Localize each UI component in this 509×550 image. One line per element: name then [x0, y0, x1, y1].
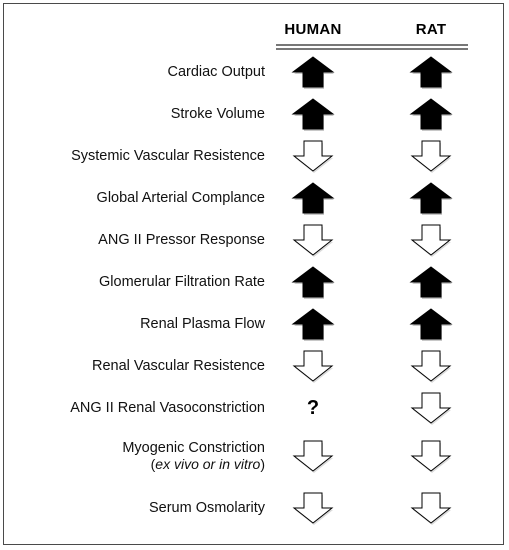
- filled-up-arrow-icon: [290, 55, 336, 89]
- row-label: [149, 490, 265, 526]
- row-label-text: Global Arterial Complance: [96, 190, 265, 206]
- filled-up-arrow-icon: [290, 265, 336, 299]
- outline-down-arrow-icon: [408, 391, 454, 425]
- row-label: [70, 390, 265, 426]
- row-label: [99, 264, 265, 300]
- filled-up-arrow-icon: [408, 181, 454, 215]
- comparison-row: [4, 222, 505, 258]
- comparison-row: [4, 180, 505, 216]
- row-label: [97, 180, 265, 216]
- row-label-text: Renal Vascular Resistence: [91, 358, 265, 374]
- outline-down-arrow-icon: [290, 349, 336, 383]
- outline-down-arrow-icon: [408, 139, 454, 173]
- row-label-text: ANG II Renal Vasoconstriction: [70, 400, 265, 416]
- filled-up-arrow-icon: [408, 307, 454, 341]
- rat-filled-up-arrow-icon: [408, 54, 454, 90]
- outline-down-arrow-icon: [408, 223, 454, 257]
- rat-filled-up-arrow-icon: [408, 264, 454, 300]
- row-label-text: Serum Osmolarity: [148, 500, 265, 516]
- human-filled-up-arrow-icon: [290, 180, 336, 216]
- filled-up-arrow-icon: [290, 307, 336, 341]
- question-mark: ?: [306, 396, 320, 419]
- row-label-text: Renal Plasma Flow: [140, 316, 265, 332]
- header-rule-top: [276, 44, 468, 46]
- comparison-row: [4, 490, 505, 526]
- human-outline-down-arrow-icon: [290, 222, 336, 258]
- comparison-row: [4, 54, 505, 90]
- rat-filled-up-arrow-icon: [408, 180, 454, 216]
- rat-outline-down-arrow-icon: [408, 490, 454, 526]
- comparison-row: [4, 390, 505, 426]
- row-label: [98, 222, 265, 258]
- row-sublabel: (ex vivo or in vitro): [150, 456, 265, 472]
- row-label: [92, 348, 265, 384]
- filled-up-arrow-icon: [408, 55, 454, 89]
- human-filled-up-arrow-icon: [290, 264, 336, 300]
- column-header-human: HUMAN: [284, 21, 342, 38]
- row-label: [122, 433, 265, 479]
- row-label-text: Glomerular Filtration Rate: [99, 274, 265, 290]
- rat-filled-up-arrow-icon: [408, 96, 454, 132]
- human-unknown-8: [290, 390, 336, 426]
- filled-up-arrow-icon: [290, 181, 336, 215]
- comparison-row: [4, 433, 505, 479]
- comparison-row: [4, 264, 505, 300]
- filled-up-arrow-icon: [408, 265, 454, 299]
- outline-down-arrow-icon: [408, 491, 454, 525]
- outline-down-arrow-icon: [290, 223, 336, 257]
- rat-outline-down-arrow-icon: [408, 138, 454, 174]
- row-label-text: Cardiac Output: [167, 64, 265, 80]
- human-outline-down-arrow-icon: [290, 433, 336, 479]
- filled-up-arrow-icon: [408, 97, 454, 131]
- row-label-text: Myogenic Constriction: [122, 440, 265, 456]
- comparison-row: [4, 348, 505, 384]
- row-label: [167, 54, 265, 90]
- human-outline-down-arrow-icon: [290, 490, 336, 526]
- header-rule-bottom: [276, 48, 468, 50]
- row-label-text: Systemic Vascular Resistence: [71, 148, 265, 164]
- outline-down-arrow-icon: [408, 439, 454, 473]
- column-header-rat: RAT: [415, 21, 447, 38]
- row-label-text: ANG II Pressor Response: [98, 232, 265, 248]
- row-label: [71, 138, 265, 174]
- rat-outline-down-arrow-icon: [408, 433, 454, 479]
- rat-filled-up-arrow-icon: [408, 306, 454, 342]
- outline-down-arrow-icon: [408, 349, 454, 383]
- row-label: [171, 96, 265, 132]
- human-outline-down-arrow-icon: [290, 138, 336, 174]
- comparison-row: [4, 138, 505, 174]
- filled-up-arrow-icon: [290, 97, 336, 131]
- comparison-row: [4, 96, 505, 132]
- human-outline-down-arrow-icon: [290, 348, 336, 384]
- outline-down-arrow-icon: [290, 439, 336, 473]
- row-label: [140, 306, 265, 342]
- human-filled-up-arrow-icon: [290, 54, 336, 90]
- outline-down-arrow-icon: [290, 139, 336, 173]
- outline-down-arrow-icon: [290, 491, 336, 525]
- rat-outline-down-arrow-icon: [408, 348, 454, 384]
- figure-frame: [3, 3, 504, 545]
- row-label-text: Stroke Volume: [170, 106, 265, 122]
- comparison-row: [4, 306, 505, 342]
- human-filled-up-arrow-icon: [290, 306, 336, 342]
- rat-outline-down-arrow-icon: [408, 222, 454, 258]
- rat-outline-down-arrow-icon: [408, 390, 454, 426]
- human-filled-up-arrow-icon: [290, 96, 336, 132]
